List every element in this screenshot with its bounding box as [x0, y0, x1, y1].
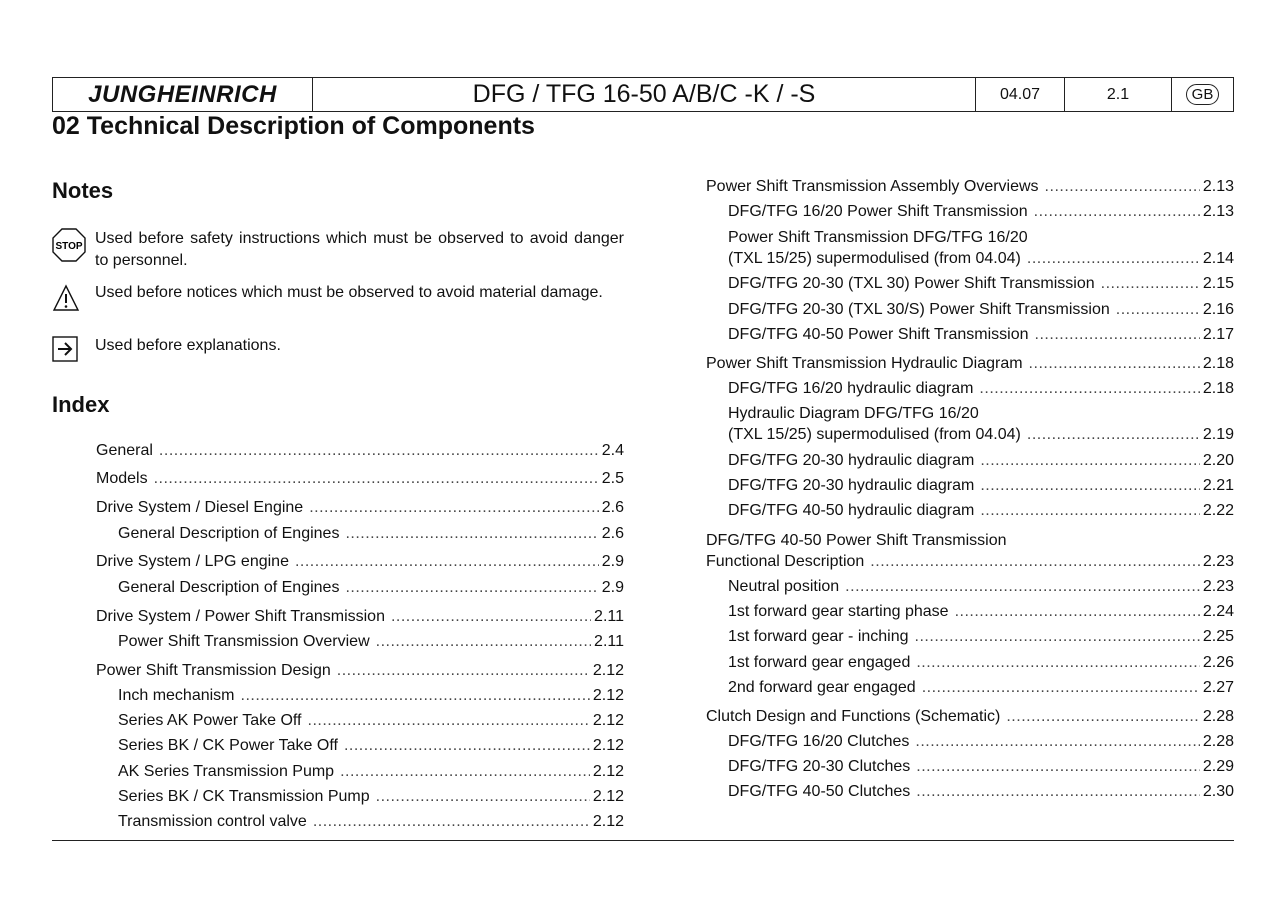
index-entry-page: 2.12: [592, 763, 624, 780]
index-entry-page: 2.9: [601, 553, 624, 570]
index-entry-label: DFG/TFG 20-30 Clutches: [728, 758, 911, 775]
index-leader-dots: [345, 579, 598, 597]
index-entry-label: DFG/TFG 40-50 Power Shift Transmission: [728, 326, 1029, 343]
index-entry-label: 1st forward gear engaged: [728, 654, 911, 671]
index-entry: [728, 477, 1234, 499]
index-entry: [728, 301, 1234, 323]
index-entry-label: DFG/TFG 20-30 (TXL 30/S) Power Shift Transmission: [728, 301, 1110, 318]
index-entry-label: Functional Description: [706, 553, 865, 570]
index-entry-label: Neutral position: [728, 578, 840, 595]
index-leader-dots: [159, 442, 599, 460]
index-entry-page: 2.12: [592, 737, 624, 754]
index-entry: [118, 737, 624, 759]
index-entry-page: 2.17: [1202, 326, 1234, 343]
index-entry-page: 2.18: [1202, 355, 1234, 372]
notes-heading: Notes: [52, 178, 114, 203]
language-badge: GB: [1186, 84, 1220, 105]
index-entry-page: 2.18: [1202, 380, 1234, 397]
index-leader-dots: [915, 733, 1199, 751]
index-entry: [728, 502, 1234, 524]
index-entry: [706, 553, 1234, 575]
index-leader-dots: [376, 633, 591, 651]
index-leader-dots: [344, 737, 590, 755]
index-entry: [118, 763, 624, 785]
index-leader-dots: [916, 758, 1200, 776]
index-entry: [728, 783, 1234, 805]
index-entry: [706, 178, 1234, 200]
index-leader-dots: [308, 712, 590, 730]
index-entry-page: 2.30: [1202, 783, 1234, 800]
index-entry-page: 2.28: [1202, 733, 1234, 750]
index-entry-page: 2.24: [1202, 603, 1234, 620]
index-leader-dots: [154, 470, 599, 488]
index-entry-page: 2.12: [592, 687, 624, 704]
index-entry: Power Shift Transmission DFG/TFG 16/20: [728, 229, 1028, 246]
index-entry-label: General Description of Engines: [118, 525, 340, 542]
index-leader-dots: [313, 813, 590, 831]
index-entry-label: General Description of Engines: [118, 579, 340, 596]
index-entry-page: 2.4: [601, 442, 624, 459]
index-entry-label: DFG/TFG 20-30 hydraulic diagram: [728, 452, 975, 469]
index-leader-dots: [295, 553, 599, 571]
index-leader-dots: [1027, 250, 1200, 268]
index-entry-page: 2.16: [1202, 301, 1234, 318]
index-entry-label: (TXL 15/25) supermodulised (from 04.04): [728, 426, 1021, 443]
index-leader-dots: [916, 783, 1200, 801]
svg-text:STOP: STOP: [55, 241, 83, 252]
index-entry-label: DFG/TFG 16/20 Clutches: [728, 733, 910, 750]
note-info: [52, 335, 624, 357]
index-entry-page: 2.12: [592, 662, 624, 679]
index-leader-dots: [845, 578, 1200, 596]
page-header: [52, 77, 1234, 112]
index-leader-dots: [870, 553, 1200, 571]
index-entry: [728, 452, 1234, 474]
index-entry-page: 2.13: [1202, 178, 1234, 195]
index-entry-label: Models: [96, 470, 148, 487]
index-entry: [96, 470, 624, 492]
index-leader-dots: [980, 502, 1200, 520]
note-stop: [52, 228, 624, 272]
index-entry-page: 2.6: [601, 525, 624, 542]
index-entry: [118, 687, 624, 709]
index-entry-page: 2.11: [594, 608, 624, 625]
index-leader-dots: [241, 687, 590, 705]
index-entry-label: 1st forward gear starting phase: [728, 603, 949, 620]
index-leader-dots: [922, 679, 1200, 697]
index-leader-dots: [376, 788, 590, 806]
index-entry: [728, 203, 1234, 225]
index-entry: [96, 553, 624, 575]
index-entry-label: Inch mechanism: [118, 687, 235, 704]
index-entry: [728, 758, 1234, 780]
index-entry: [96, 608, 624, 630]
index-entry-page: 2.19: [1202, 426, 1234, 443]
index-entry: [728, 733, 1234, 755]
index-entry-label: Power Shift Transmission Hydraulic Diagram: [706, 355, 1023, 372]
note-info-text: Used before explanations.: [95, 337, 281, 354]
index-entry: DFG/TFG 40-50 Power Shift Transmission: [706, 532, 1007, 549]
index-entry-label: AK Series Transmission Pump: [118, 763, 335, 780]
index-entry: [728, 380, 1234, 402]
index-entry: [706, 708, 1234, 730]
index-entry-label: DFG/TFG 40-50 Clutches: [728, 783, 911, 800]
index-leader-dots: [980, 452, 1200, 470]
index-leader-dots: [1101, 275, 1200, 293]
index-leader-dots: [345, 525, 598, 543]
index-leader-dots: [1045, 178, 1200, 196]
footer-rule: [52, 840, 1234, 841]
index-entry-label: 2nd forward gear engaged: [728, 679, 916, 696]
index-entry-label: (TXL 15/25) supermodulised (from 04.04): [728, 250, 1021, 267]
model-title: DFG / TFG 16-50 A/B/C -K / -S: [313, 78, 976, 111]
note-warning-text: Used before notices which must be observed to avoid material damage.: [95, 284, 603, 301]
index-leader-dots: [1034, 203, 1200, 221]
index-leader-dots: [340, 763, 590, 781]
index-entry: [118, 788, 624, 810]
index-entry-page: 2.22: [1202, 502, 1234, 519]
index-entry-label: DFG/TFG 16/20 Power Shift Transmission: [728, 203, 1028, 220]
index-leader-dots: [337, 662, 590, 680]
index-entry-page: 2.23: [1202, 553, 1234, 570]
index-entry-label: Drive System / Diesel Engine: [96, 499, 304, 516]
note-warning: [52, 282, 624, 304]
index-entry-page: 2.11: [594, 633, 624, 650]
index-entry: [118, 633, 624, 655]
index-entry-label: Power Shift Transmission Overview: [118, 633, 370, 650]
index-entry-label: DFG/TFG 40-50 hydraulic diagram: [728, 502, 975, 519]
index-entry-label: Drive System / LPG engine: [96, 553, 289, 570]
index-entry: Hydraulic Diagram DFG/TFG 16/20: [728, 405, 979, 422]
index-entry: [118, 579, 624, 601]
index-entry: [728, 326, 1234, 348]
brand-logo: JUNGHEINRICH: [53, 78, 313, 111]
index-leader-dots: [916, 654, 1200, 672]
index-leader-dots: [1116, 301, 1200, 319]
chapter-title: 02 Technical Description of Components: [52, 112, 535, 140]
index-entry-label: Series BK / CK Power Take Off: [118, 737, 338, 754]
index-entry-page: 2.26: [1202, 654, 1234, 671]
index-entry-label: General: [96, 442, 153, 459]
index-entry: [728, 250, 1234, 272]
index-entry-label: Clutch Design and Functions (Schematic): [706, 708, 1001, 725]
index-entry: [728, 628, 1234, 650]
index-entry-page: 2.28: [1202, 708, 1234, 725]
index-entry-page: 2.12: [592, 813, 624, 830]
index-leader-dots: [980, 477, 1200, 495]
index-entry-page: 2.9: [601, 579, 624, 596]
section-number: 2.1: [1065, 78, 1172, 111]
index-entry-label: Transmission control valve: [118, 813, 307, 830]
index-entry: [96, 442, 624, 464]
index-leader-dots: [1027, 426, 1200, 444]
index-leader-dots: [309, 499, 599, 517]
index-entry: [728, 679, 1234, 701]
index-entry-label: Series AK Power Take Off: [118, 712, 302, 729]
index-leader-dots: [915, 628, 1200, 646]
index-entry-page: 2.21: [1202, 477, 1234, 494]
index-entry-label: Series BK / CK Transmission Pump: [118, 788, 370, 805]
index-entry-page: 2.13: [1202, 203, 1234, 220]
index-entry-page: 2.12: [592, 788, 624, 805]
index-entry-label: DFG/TFG 16/20 hydraulic diagram: [728, 380, 974, 397]
index-entry: [96, 662, 624, 684]
index-entry-page: 2.12: [592, 712, 624, 729]
warning-triangle-icon: [52, 284, 80, 312]
index-entry: [728, 275, 1234, 297]
index-entry-page: 2.6: [601, 499, 624, 516]
index-entry: [728, 578, 1234, 600]
index-entry-page: 2.14: [1202, 250, 1234, 267]
index-entry: [728, 654, 1234, 676]
index-entry-page: 2.25: [1202, 628, 1234, 645]
index-entry: [118, 813, 624, 835]
stop-icon: [52, 228, 86, 262]
index-entry-label: 1st forward gear - inching: [728, 628, 909, 645]
index-entry: [118, 525, 624, 547]
edition-date: 04.07: [976, 78, 1065, 111]
index-entry: [706, 355, 1234, 377]
index-entry-page: 2.15: [1202, 275, 1234, 292]
index-entry: [118, 712, 624, 734]
index-leader-dots: [1006, 708, 1200, 726]
note-stop-text: Used before safety instructions which must be observed to avoid danger to personnel.: [95, 230, 624, 269]
index-entry-page: 2.20: [1202, 452, 1234, 469]
index-leader-dots: [1029, 355, 1200, 373]
index-heading: Index: [52, 392, 110, 417]
index-entry: [96, 499, 624, 521]
index-entry-page: 2.23: [1202, 578, 1234, 595]
index-leader-dots: [1035, 326, 1200, 344]
index-entry-label: DFG/TFG 20-30 (TXL 30) Power Shift Transmission: [728, 275, 1095, 292]
index-entry-page: 2.27: [1202, 679, 1234, 696]
index-entry-page: 2.29: [1202, 758, 1234, 775]
arrow-right-icon: [52, 336, 78, 362]
index-leader-dots: [979, 380, 1199, 398]
index-entry-label: Power Shift Transmission Assembly Overviews: [706, 178, 1039, 195]
index-entry: [728, 603, 1234, 625]
index-leader-dots: [955, 603, 1200, 621]
index-entry-label: DFG/TFG 20-30 hydraulic diagram: [728, 477, 975, 494]
language-cell: [1172, 78, 1233, 111]
index-leader-dots: [391, 608, 591, 626]
index-entry-label: Power Shift Transmission Design: [96, 662, 331, 679]
index-entry: [728, 426, 1234, 448]
index-entry-page: 2.5: [601, 470, 624, 487]
index-entry-label: Drive System / Power Shift Transmission: [96, 608, 385, 625]
